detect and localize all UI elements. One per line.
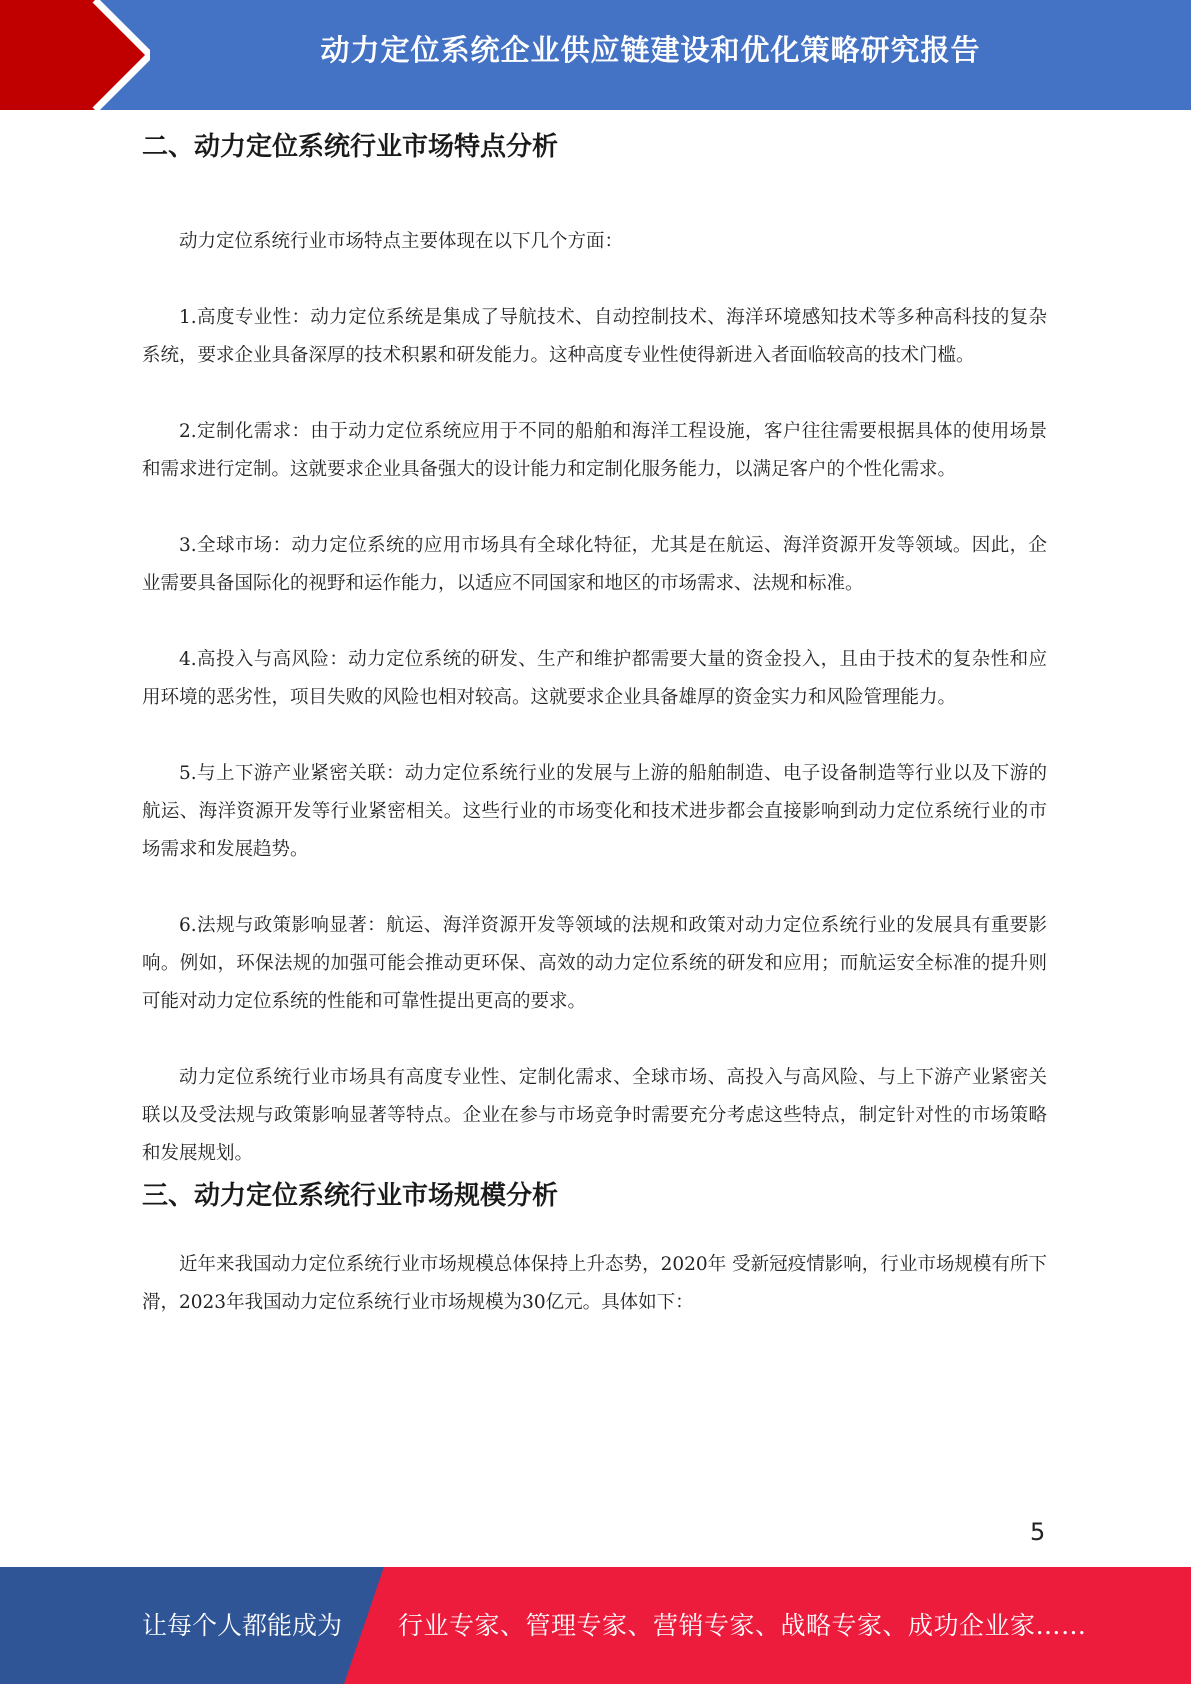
header-banner [0, 0, 1191, 110]
feature-item-1: 1.高度专业性：动力定位系统是集成了导航技术、自动控制技术、海洋环境感知技术等多种高科技的复杂系统，要求企业具备深厚的技术积累和研发能力。这种高度专业性使得新进入者面临较高的技术门槛。 [142, 307, 1047, 367]
section-heading-market-features: 二、动力定位系统行业市场特点分析 [142, 132, 559, 162]
page-content [142, 110, 1047, 1322]
header-red-arrow-decoration [0, 0, 150, 110]
section-intro-paragraph: 动力定位系统行业市场特点主要体现在以下几个方面： [179, 231, 624, 253]
section-heading-market-size: 三、动力定位系统行业市场规模分析 [142, 1181, 559, 1212]
report-title: 动力定位系统企业供应链建设和优化策略研究报告 [320, 33, 981, 67]
section-summary-paragraph: 动力定位系统行业市场具有高度专业性、定制化需求、全球市场、高投入与高风险、与上下游产业紧密关联以及受法规与政策影响显著等特点。企业在参与市场竞争时需要充分考虑这些特点，制定针对性的市场策略和发展规划。 [142, 1067, 1047, 1165]
feature-item-5: 5.与上下游产业紧密关联：动力定位系统行业的发展与上游的船舶制造、电子设备制造等行业以及下游的航运、海洋资源开发等行业紧密相关。这些行业的市场变化和技术进步都会直接影响到动力定位系统行业的市场需求和发展趋势。 [142, 763, 1047, 861]
feature-item-2: 2.定制化需求：由于动力定位系统应用于不同的船舶和海洋工程设施，客户往往需要根据具体的使用场景和需求进行定制。这就要求企业具备强大的设计能力和定制化服务能力，以满足客户的个性化需求。 [142, 421, 1047, 481]
footer-slogan-right: 行业专家、管理专家、营销专家、战略专家、成功企业家…… [398, 1611, 1087, 1640]
feature-item-4: 4.高投入与高风险：动力定位系统的研发、生产和维护都需要大量的资金投入，且由于技术的复杂性和应用环境的恶劣性，项目失败的风险也相对较高。这就要求企业具备雄厚的资金实力和风险管理能力。 [142, 649, 1047, 709]
feature-item-3: 3.全球市场：动力定位系统的应用市场具有全球化特征，尤其是在航运、海洋资源开发等领域。因此，企业需要具备国际化的视野和运作能力，以适应不同国家和地区的市场需求、法规和标准。 [142, 535, 1047, 595]
market-size-paragraph: 近年来我国动力定位系统行业市场规模总体保持上升态势，2020年 受新冠疫情影响，行业市场规模有所下滑，2023年我国动力定位系统行业市场规模为30亿元。具体如下： [142, 1254, 1047, 1314]
feature-item-6: 6.法规与政策影响显著：航运、海洋资源开发等领域的法规和政策对动力定位系统行业的发展具有重要影响。例如，环保法规的加强可能会推动更环保、高效的动力定位系统的研发和应用；而航运安全标准的提升则可能对动力定位系统的性能和可靠性提出更高的要求。 [142, 915, 1047, 1013]
page-number: 5 [1030, 1518, 1046, 1546]
footer-banner [0, 1567, 1191, 1684]
footer-slogan-left: 让每个人都能成为 [142, 1611, 343, 1640]
